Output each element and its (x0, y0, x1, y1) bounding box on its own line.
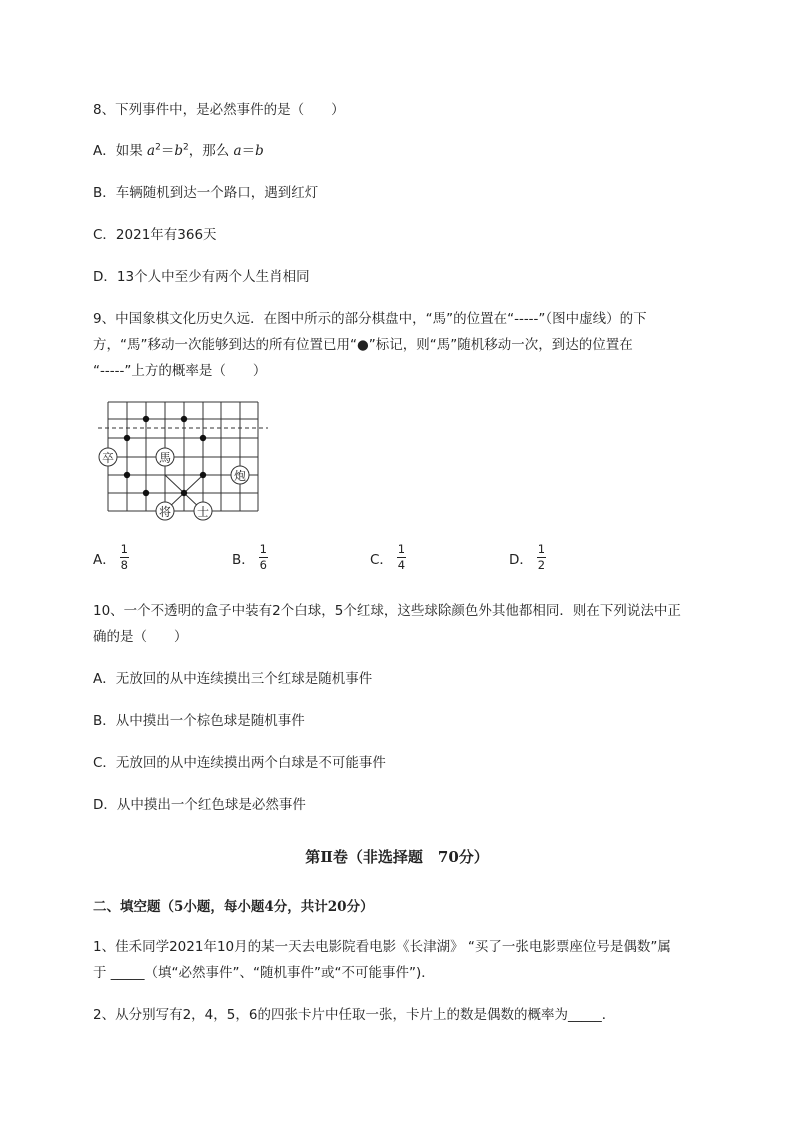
piece-shi (194, 502, 212, 520)
numerator: 1 (120, 542, 128, 556)
piece-zu (99, 448, 117, 466)
q9-stem-line3: “-----”上方的概率是（ ） (93, 363, 267, 379)
reachable-dot (143, 490, 149, 496)
denominator: 4 (397, 558, 406, 572)
q10-stem-line2: 确的是（ ） (93, 629, 188, 645)
fraction (120, 543, 129, 572)
fill2-line1: 2、从分别写有2，4，5，6的四张卡片中任取一张，卡片上的数是偶数的概率为_____． (93, 1007, 616, 1023)
q9-stem-line2: 方，“馬”移动一次能够到达的所有位置已用“●”标记，则“馬”随机移动一次，到达的位置在 (93, 337, 633, 353)
var-b: b (255, 143, 264, 159)
q9-choice-d (509, 543, 546, 572)
piece-jiang (156, 502, 174, 520)
reachable-dot (124, 435, 130, 441)
q8-option-a-middle: ，那么 (188, 143, 234, 159)
piece-ma (156, 448, 174, 466)
section-title: 第Ⅱ卷（非选择题 70分） (305, 848, 489, 866)
denominator: 8 (120, 558, 128, 572)
fill1-line2: 于 _____（填“必然事件”、“随机事件”或“不可能事件”)． (93, 965, 435, 981)
q10-option-b: B．从中摸出一个棕色球是随机事件 (93, 713, 305, 729)
q8-stem: 8、下列事件中，是必然事件的是（ ） (93, 102, 345, 118)
reachable-dot (124, 472, 130, 478)
numerator: 1 (259, 542, 267, 556)
reachable-dot (143, 416, 149, 422)
numerator: 1 (537, 542, 546, 556)
piece-pao-label: 炮 (233, 469, 247, 483)
exponent: 2 (182, 142, 189, 153)
denominator: 6 (259, 558, 267, 572)
q10-option-c: C．无放回的从中连续摸出两个白球是不可能事件 (93, 755, 386, 771)
q8-option-d: D．13个人中至少有两个人生肖相同 (93, 269, 310, 285)
numerator: 1 (397, 542, 406, 556)
piece-zu-label: 卒 (101, 451, 115, 465)
piece-pao (231, 466, 249, 484)
reachable-dot (200, 435, 206, 441)
q9-choice-c (370, 543, 406, 572)
q9-stem-line1: 9、中国象棋文化历史久远．在图中所示的部分棋盘中，“馬”的位置在“-----”（图中虚线）的下 (93, 311, 647, 327)
equals-sign: ＝ (160, 143, 175, 159)
reachable-dot (200, 472, 206, 478)
choice-label: D． (509, 551, 533, 568)
q10-option-d: D．从中摸出一个红色球是必然事件 (93, 797, 306, 813)
q10-stem-line1: 10、一个不透明的盒子中装有2个白球，5个红球，这些球除颜色外其他都相同．则在下列说法中正 (93, 603, 681, 619)
fraction (259, 543, 268, 572)
q8-option-a (93, 141, 264, 161)
q8-option-c: C．2021年有366天 (93, 227, 217, 243)
piece-shi-label: 士 (196, 505, 210, 519)
exponent: 2 (155, 142, 161, 153)
var-a: a (233, 143, 242, 159)
q9-choice-a (93, 543, 129, 572)
piece-jiang-label: 将 (158, 505, 172, 519)
q10-option-a: A．无放回的从中连续摸出三个红球是随机事件 (93, 671, 373, 687)
var-a: a (147, 143, 156, 159)
var-b: b (174, 143, 183, 159)
fill1-line1: 1、佳禾同学2021年10月的某一天去电影院看电影《长津湖》 “买了一张电影票座位号是偶数”属 (93, 939, 671, 955)
choice-label: B． (232, 551, 255, 568)
equals-sign: ＝ (241, 143, 256, 159)
q9-choice-b (232, 543, 268, 572)
choice-label: A． (93, 551, 116, 568)
fill-in-subhead: 二、填空题（5小题，每小题4分，共计20分） (93, 899, 374, 915)
fraction (537, 543, 546, 572)
reachable-dot (181, 490, 187, 496)
reachable-dot (181, 416, 187, 422)
q8-option-a-prefix: A．如果 (93, 143, 148, 159)
chess-board-figure (95, 396, 275, 526)
choice-label: C． (370, 551, 393, 568)
piece-ma-label: 馬 (158, 451, 172, 465)
q8-option-b: B．车辆随机到达一个路口，遇到红灯 (93, 185, 319, 201)
denominator: 2 (537, 558, 546, 572)
fraction (397, 543, 406, 572)
